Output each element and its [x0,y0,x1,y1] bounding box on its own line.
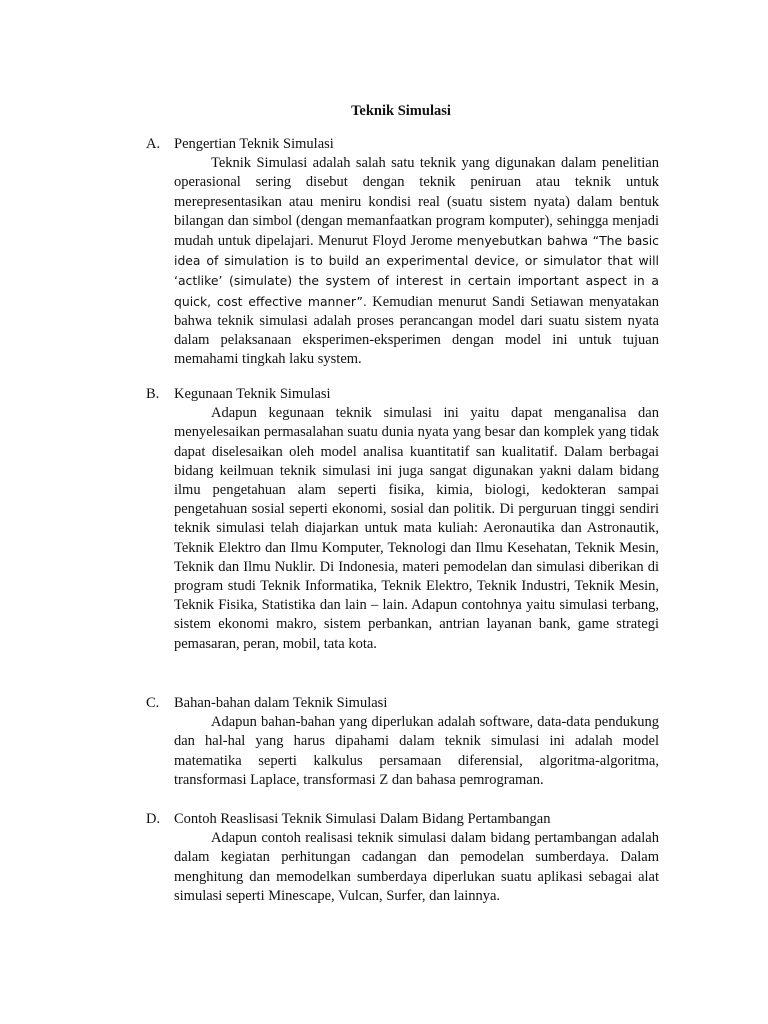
section-paragraph: Adapun kegunaan teknik simulasi ini yaitu dapat menganalisa dan menyelesaikan permasalahan suatu dunia nyata yang besar dan komplek yang tidak dapat diselesaikan oleh model analisa kuantitatif san kualitatif. Dalam berbagai bidang keilmuan teknik simulasi ini juga sangat digunakan yakni dalam bidang ilmu pengetahuan alam seperti fisika, kimia, biologi, kedokteran sampai pengetahuan sosial seperti ekonomi, sosial dan politik. Di perguruan tinggi sendiri teknik simulasi telah diajarkan untuk mata kuliah: Aeronautika dan Astronautik, Teknik Elektro dan Ilmu Komputer, Teknologi dan Ilmu Kesehatan, Teknik Mesin, Teknik dan Ilmu Nuklir. Di Indonesia, materi pemodelan dan simulasi diberikan di program studi Teknik Informatika, Teknik Elektro, Teknik Industri, Teknik Mesin, Teknik Fisika, Statistika dan lain – lain. Adapun contohnya yaitu simulasi terbang, sistem ekonomi makro, sistem perbankan, antrian layanan bank, game strategi pemasaran, peran, mobil, tata kota. [174,405,659,652]
section-paragraph: Adapun bahan-bahan yang diperlukan adalah software, data-data pendukung dan hal-hal yang harus dipahami dalam teknik simulasi ini adalah model matematika seperti kalkulus persamaan diferensial, algoritma-algoritma, transformasi Laplace, transformasi Z dan bahasa pemrograman. [174,714,659,788]
section-a [146,135,659,369]
section-title: Bahan-bahan dalam Teknik Simulasi [174,695,388,711]
section-b [146,385,659,654]
section-heading [146,135,659,154]
section-c [146,694,659,790]
section-heading [146,694,659,713]
section-letter: C. [146,695,160,711]
paragraph-text: Teknik Simulasi adalah salah satu teknik yang digunakan dalam penelitian operasional sering disebut dengan teknik peniruan atau teknik untuk merepresentasikan atau meniru kondisi real (suatu sistem nyata) dalam bentuk bilangan dan simbol (dengan memanfaatkan program komputer), sehingga menjadi mudah untuk dipelajari. Menurut Floyd Jerome [174,155,659,249]
document-title: Teknik Simulasi [351,103,451,119]
section-letter: A. [146,136,161,152]
section-d [146,810,659,906]
section-letter: B. [146,386,160,402]
paragraph-text-continued: Kemudian menurut Sandi Setiawan menyatakan bahwa teknik simulasi adalah proses perancangan model dari suatu sistem nyata dalam pelaksanaan eksperimen-eksperimen dengan model ini untuk tujuan memahami tingkah laku system. [174,293,659,368]
section-letter: D. [146,811,161,827]
section-title: Pengertian Teknik Simulasi [174,136,334,152]
section-heading [146,810,659,829]
section-heading [146,385,659,404]
section-paragraph: Adapun contoh realisasi teknik simulasi dalam bidang pertambangan adalah dalam kegiatan perhitungan cadangan dan pemodelan sumberdaya. Dalam menghitung dan memodelkan sumberdaya diperlukan suatu aplikasi sebagai alat simulasi seperti Minescape, Vulcan, Surfer, dan lainnya. [174,830,659,904]
quoted-definition: menyebutkan bahwa “The basic idea of simulation is to build an experimental device, or simulator that will ‘actlike’ (simulate) the system of interest in certain important aspect in a quick, cost effective manner”. [174,233,659,309]
section-title: Contoh Reaslisasi Teknik Simulasi Dalam Bidang Pertambangan [174,811,551,827]
section-paragraph [174,154,659,369]
section-title: Kegunaan Teknik Simulasi [174,386,331,402]
